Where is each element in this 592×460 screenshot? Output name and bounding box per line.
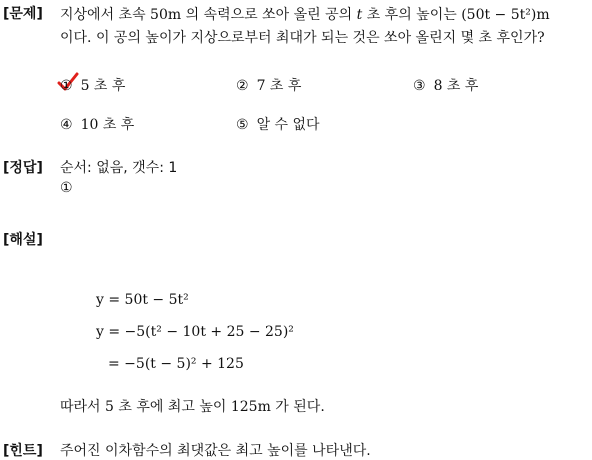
- answer-label: [정답]: [3, 160, 43, 176]
- explanation-equation-1: y = 50t − 5t²: [96, 292, 189, 308]
- explanation-equation-2: y = −5(t² − 10t + 25 − 25)²: [96, 324, 294, 340]
- problem-line-2: 이다. 이 공의 높이가 지상으로부터 최대가 되는 것은 쏘아 올린지 몇 초 후인가?: [60, 30, 545, 46]
- explanation-label: [해설]: [3, 232, 43, 248]
- answer-line-1: 순서: 없음, 갯수: 1: [60, 160, 178, 176]
- explanation-conclusion: 따라서 5 초 후에 최고 높이 125m 가 된다.: [60, 399, 325, 415]
- choice-3-label: 8 초 후: [433, 78, 479, 94]
- problem-variable-t: t: [356, 7, 363, 23]
- choice-1-number: ①: [60, 78, 73, 94]
- hint-text: 주어진 이차함수의 최댓값은 최고 높이를 나타낸다.: [60, 443, 371, 459]
- hint-label: [힌트]: [3, 443, 43, 459]
- problem-line-1-text2: 초 후의 높이는: [366, 7, 457, 23]
- choice-2[interactable]: [236, 75, 301, 95]
- choice-1[interactable]: [60, 75, 125, 95]
- choice-2-number: ②: [236, 78, 249, 94]
- problem-label: [문제]: [3, 6, 43, 22]
- choice-4-label: 10 초 후: [80, 117, 135, 133]
- choice-4-number: ④: [60, 117, 73, 133]
- problem-line-1-text: 지상에서 초속 50m 의 속력으로 쏘아 올린 공의: [60, 7, 353, 23]
- choice-3-number: ③: [413, 78, 426, 94]
- problem-line-1: [60, 4, 550, 24]
- explanation-equation-3: = −5(t − 5)² + 125: [108, 356, 244, 372]
- choice-5-label: 알 수 없다: [256, 117, 320, 133]
- problem-height-formula: (50t − 5t²)m: [461, 7, 550, 23]
- answer-line-2: ①: [60, 180, 73, 196]
- choice-3[interactable]: [413, 75, 478, 95]
- choice-5-number: ⑤: [236, 117, 249, 133]
- choice-4[interactable]: [60, 114, 134, 134]
- choice-5[interactable]: [236, 114, 320, 134]
- choice-2-label: 7 초 후: [256, 78, 302, 94]
- choice-1-label: 5 초 후: [80, 78, 126, 94]
